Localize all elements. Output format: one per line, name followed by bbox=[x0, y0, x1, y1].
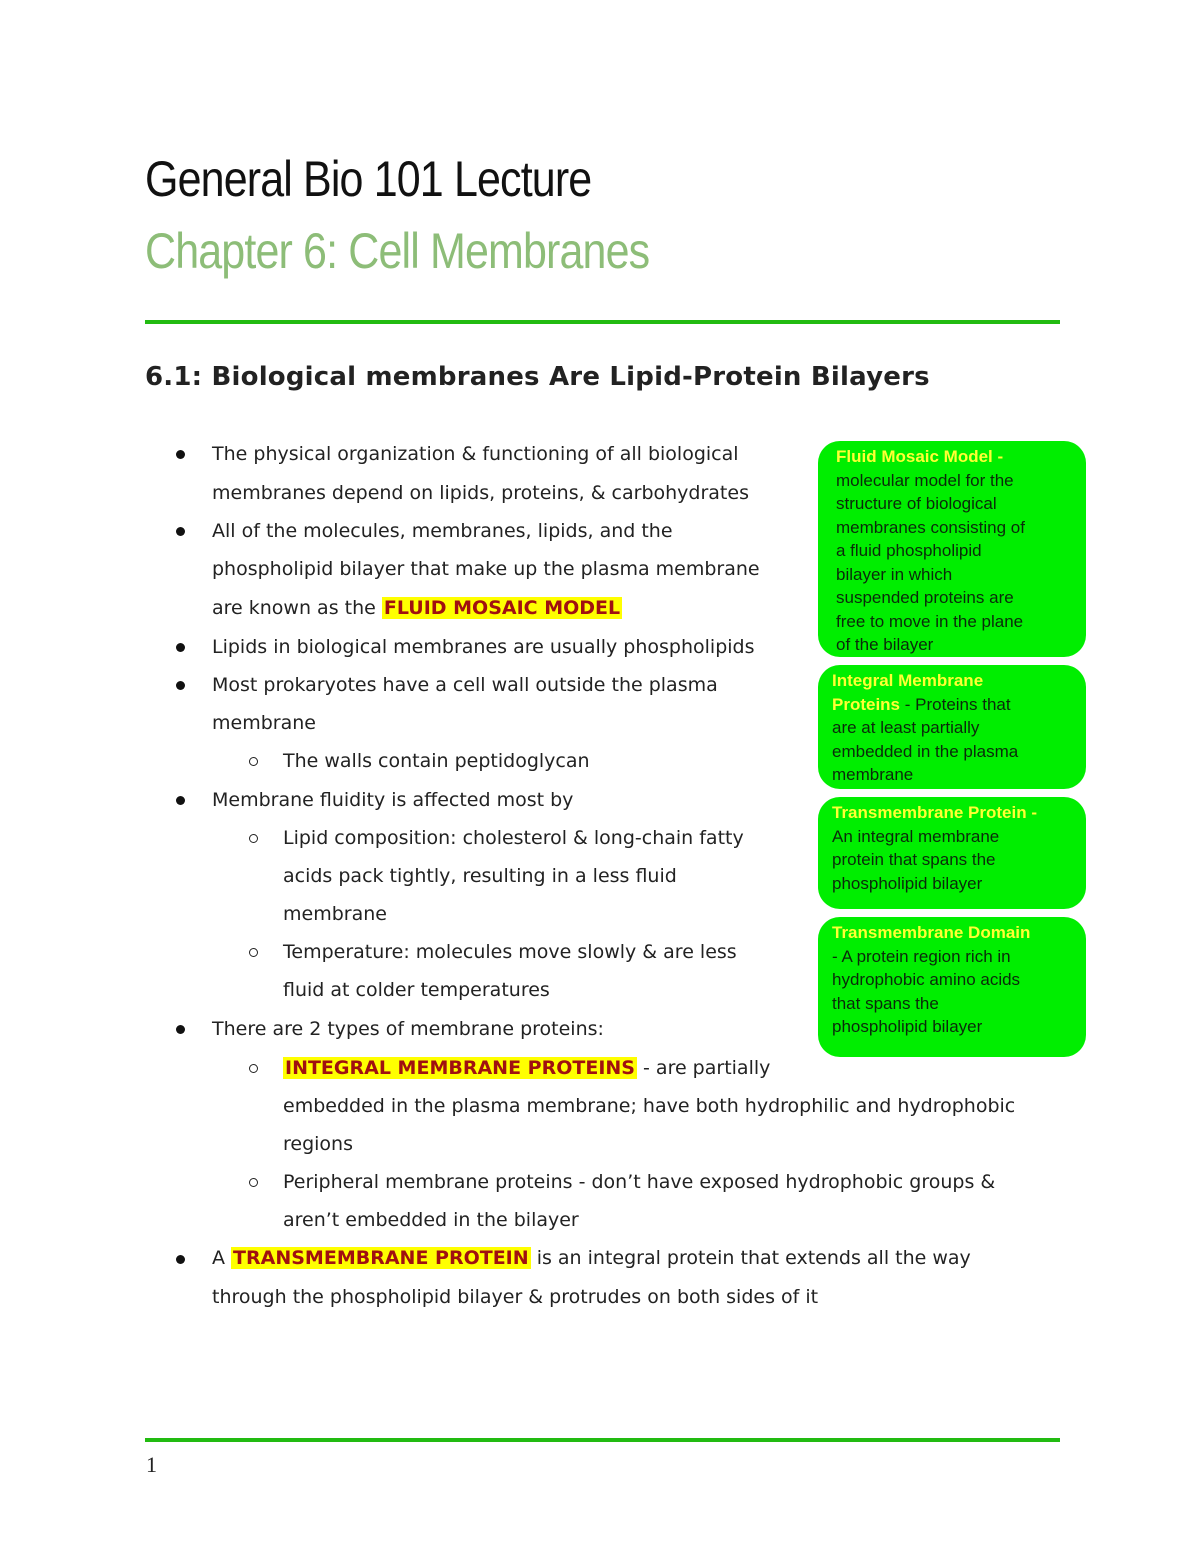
definition-text: - A protein region rich in bbox=[832, 946, 1011, 966]
bullet-marker bbox=[176, 1255, 185, 1264]
definition-term: Transmembrane Protein bbox=[832, 803, 1027, 822]
sub-list-item-continued: fluid at colder temperatures bbox=[283, 979, 550, 1001]
definition-text: - bbox=[992, 447, 1004, 466]
sub-list-item bbox=[283, 1055, 770, 1081]
sub-bullet-marker bbox=[249, 757, 258, 766]
definition-text: molecular model for the bbox=[836, 470, 1014, 490]
definition-text: bilayer in which bbox=[836, 564, 953, 584]
footer-divider bbox=[145, 1438, 1060, 1442]
sub-list-item: Temperature: molecules move slowly & are less bbox=[283, 941, 737, 963]
definition-box-integral-membrane-proteins bbox=[818, 665, 1086, 789]
definition-text: An integral membrane bbox=[832, 826, 1000, 846]
definition-box-transmembrane-domain bbox=[818, 917, 1086, 1057]
sub-list-item: Peripheral membrane proteins - don’t have exposed hydrophobic groups & bbox=[283, 1171, 996, 1193]
definition-text: suspended proteins are bbox=[836, 588, 1014, 607]
header-divider bbox=[145, 320, 1060, 324]
highlighted-term: FLUID MOSAIC MODEL bbox=[383, 597, 621, 619]
definition-term: Transmembrane Domain bbox=[832, 923, 1031, 942]
list-item: Membrane fluidity is affected most by bbox=[212, 789, 574, 811]
list-item-continued: phospholipid bilayer that make up the plasma membrane bbox=[212, 558, 760, 580]
definition-box-transmembrane-protein bbox=[818, 797, 1086, 909]
bullet-marker bbox=[176, 527, 185, 536]
definition-text: - Proteins that bbox=[900, 694, 1011, 714]
definition-term: Proteins bbox=[832, 694, 901, 714]
definition-text: membranes consisting of bbox=[836, 517, 1025, 537]
bullet-marker bbox=[176, 450, 185, 459]
sub-list-item: The walls contain peptidoglycan bbox=[283, 750, 590, 772]
list-item: The physical organization & functioning of all biological bbox=[212, 443, 739, 465]
list-item: Lipids in biological membranes are usually phospholipids bbox=[212, 636, 755, 658]
definition-text: of the bilayer bbox=[836, 635, 934, 654]
document-title: General Bio 101 Lecture bbox=[145, 151, 592, 207]
list-item: There are 2 types of membrane proteins: bbox=[212, 1018, 604, 1040]
definition-text: phospholipid bilayer bbox=[832, 1017, 983, 1036]
list-item-continued: membrane bbox=[212, 712, 316, 734]
definition-text: embedded in the plasma bbox=[832, 741, 1019, 761]
text-run: is an integral protein that extends all the way bbox=[530, 1247, 971, 1269]
definition-text: - bbox=[1026, 803, 1038, 822]
sub-list-item-continued: regions bbox=[283, 1133, 353, 1155]
sub-list-item-continued: membrane bbox=[283, 903, 387, 925]
section-heading: 6.1: Biological membranes Are Lipid-Protein Bilayers bbox=[145, 362, 930, 392]
list-item: Most prokaryotes have a cell wall outside the plasma bbox=[212, 674, 718, 696]
definition-text: hydrophobic amino acids bbox=[832, 970, 1021, 989]
sub-bullet-marker bbox=[249, 948, 258, 957]
sub-list-item-continued: embedded in the plasma membrane; have both hydrophilic and hydrophobic bbox=[283, 1095, 1016, 1117]
list-item: All of the molecules, membranes, lipids, and the bbox=[212, 520, 673, 542]
definition-text: free to move in the plane bbox=[836, 611, 1024, 631]
definition-text: phospholipid bilayer bbox=[832, 873, 983, 893]
text-run: - are partially bbox=[636, 1057, 771, 1079]
definition-text: are at least partially bbox=[832, 718, 980, 737]
definition-text: a fluid phospholipid bbox=[836, 541, 982, 560]
sub-list-item: Lipid composition: cholesterol & long-chain fatty bbox=[283, 827, 744, 849]
highlighted-term: INTEGRAL MEMBRANE PROTEINS bbox=[285, 1057, 635, 1079]
highlighted-term: TRANSMEMBRANE PROTEIN bbox=[233, 1247, 529, 1269]
page-number: 1 bbox=[146, 1452, 157, 1477]
definition-box-fluid-mosaic-model bbox=[818, 441, 1086, 657]
list-item-continued: through the phospholipid bilayer & protrudes on both sides of it bbox=[212, 1286, 819, 1308]
sub-bullet-marker bbox=[249, 834, 258, 843]
bullet-marker bbox=[176, 796, 185, 805]
list-item bbox=[212, 1245, 971, 1271]
text-run: are known as the bbox=[212, 597, 382, 619]
bullet-marker bbox=[176, 1025, 185, 1034]
document-subtitle: Chapter 6: Cell Membranes bbox=[145, 223, 650, 279]
definition-text: protein that spans the bbox=[832, 850, 996, 869]
definition-text: that spans the bbox=[832, 993, 939, 1013]
definition-term: Integral Membrane bbox=[832, 671, 984, 690]
bullet-marker bbox=[176, 643, 185, 652]
list-item-continued bbox=[212, 595, 622, 621]
sub-list-item-continued: acids pack tightly, resulting in a less fluid bbox=[283, 865, 677, 887]
definition-text: membrane bbox=[832, 765, 914, 784]
text-run: A bbox=[212, 1247, 232, 1269]
definition-term: Fluid Mosaic Model bbox=[836, 447, 993, 466]
sub-bullet-marker bbox=[249, 1178, 258, 1187]
definition-text: structure of biological bbox=[836, 494, 997, 513]
sub-bullet-marker bbox=[249, 1064, 258, 1073]
list-item-continued: membranes depend on lipids, proteins, & carbohydrates bbox=[212, 482, 749, 504]
bullet-marker bbox=[176, 681, 185, 690]
sub-list-item-continued: aren’t embedded in the bilayer bbox=[283, 1209, 579, 1231]
